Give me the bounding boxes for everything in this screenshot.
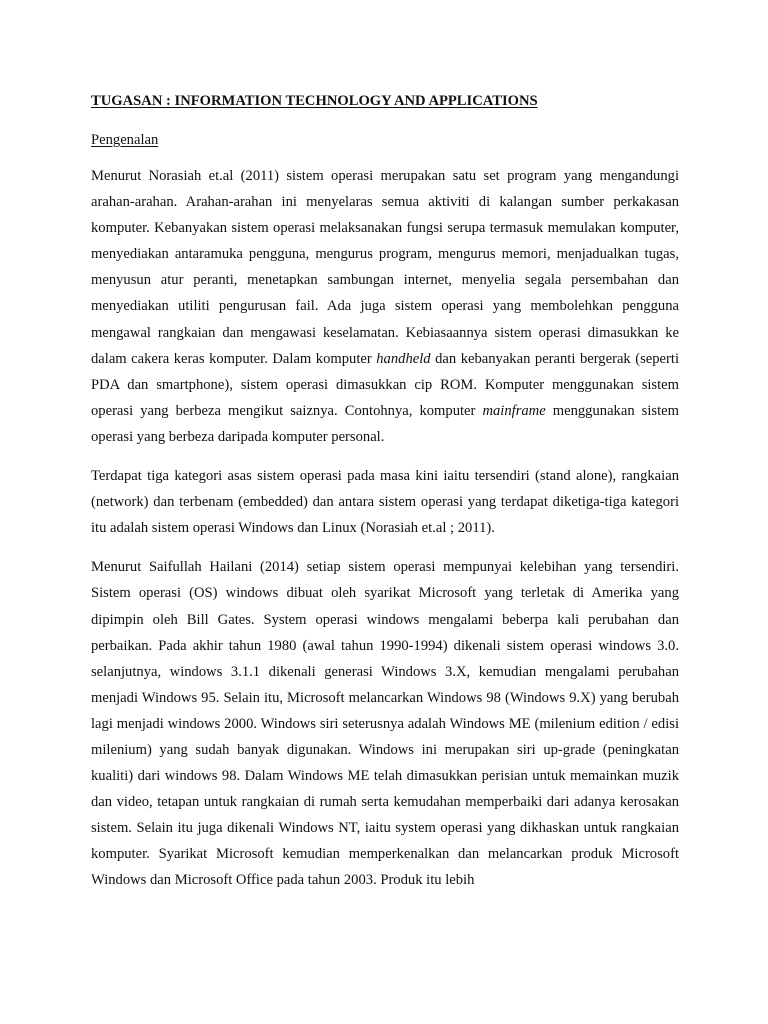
paragraph-1-text-b: dan kebanyakan peranti bergerak (seperti PDA dan smartphone), sistem operasi dimasukkan cip ROM. Komputer menggunakan sistem operasi yang berbeza mengikut saiznya. Contohnya, komputer [91, 350, 679, 419]
section-heading: Pengenalan [91, 132, 159, 148]
paragraph-1-italic-handheld: handheld [376, 350, 431, 367]
document-page [91, 91, 679, 894]
paragraph-1-italic-mainframe: mainframe [482, 402, 546, 419]
paragraph-3: Menurut Saifullah Hailani (2014) setiap sistem operasi mempunyai kelebihan yang tersendiri. Sistem operasi (OS) windows dibuat oleh syarikat Microsoft yang terletak di Amerika yang dipimpin oleh Bill Gates. System operasi windows mengalami beberpa kali perubahan dan perbaikan. Pada akhir tahun 1980 (awal tahun 1990-1994) dikenali sistem operasi windows 3.0. selanjutnya, windows 3.1.1 dikenali generasi Windows 3.X, kemudian mengalami perubahan menjadi Windows 95. Selain itu, Microsoft melancarkan Windows 98 (Windows 9.X) yang berubah lagi menjadi windows 2000. Windows siri seterusnya adalah Windows ME (milenium edition / edisi milenium) yang sudah banyak digunakan. Windows ini merupakan siri up-grade (peningkatan kualiti) dari windows 98. Dalam Windows ME telah dimasukkan perisian untuk memainkan muzik dan video, tetapan untuk rangkaian di rumah serta kemudahan memperbaiki dari adanya kerosakan sistem. Selain itu juga dikenali Windows NT, iaitu system operasi yang dikhaskan untuk rangkaian komputer. Syarikat Microsoft kemudian memperkenalkan dan melancarkan produk Microsoft Windows dan Microsoft Office pada tahun 2003. Produk itu lebih [91, 559, 679, 889]
paragraph-1-text-c: menggunakan sistem operasi yang berbeza daripada komputer personal. [91, 402, 679, 445]
paragraph-2: Terdapat tiga kategori asas sistem operasi pada masa kini iaitu tersendiri (stand alone), rangkaian (network) dan terbenam (embedded) dan antara sistem operasi yang terdapat diketiga-tiga kategori itu adalah sistem operasi Windows dan Linux (Norasiah et.al ; 2011). [91, 468, 679, 537]
paragraph-1 [91, 163, 679, 450]
paragraph-1-text-a: Menurut Norasiah et.al (2011) sistem operasi merupakan satu set program yang mengandungi arahan-arahan. Arahan-arahan ini menyelaras semua aktiviti di kalangan sumber perkakasan komputer. Kebanyakan sistem operasi melaksanakan fungsi serupa termasuk memulakan komputer, menyediakan antaramuka pengguna, mengurus program, mengurus memori, menjadualkan tugas, menyusun atur peranti, menetapkan sambungan internet, menyelia segala persembahan dan menyediakan utiliti pengurusan fail. Ada juga sistem operasi yang membolehkan pengguna mengawal rangkaian dan mengawasi keselamatan. Kebiasaannya sistem operasi dimasukkan ke dalam cakera keras komputer. Dalam komputer [91, 168, 679, 367]
document-title: TUGASAN : INFORMATION TECHNOLOGY AND APPLICATIONS [91, 93, 538, 109]
